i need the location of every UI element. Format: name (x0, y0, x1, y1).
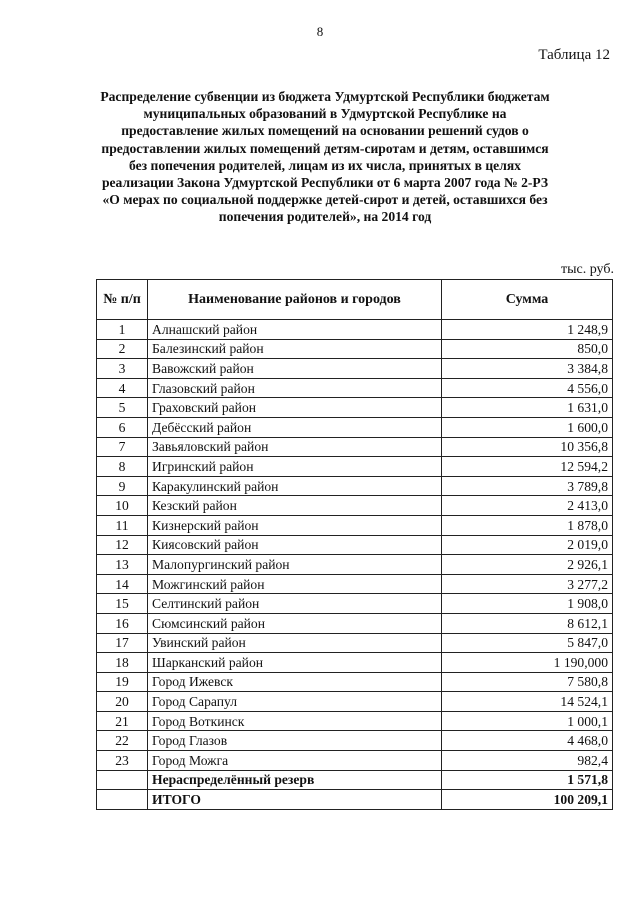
row-sum: 1 248,9 (442, 320, 613, 340)
table-row (97, 672, 613, 692)
table-row (97, 437, 613, 457)
table-row (97, 398, 613, 418)
row-sum: 3 789,8 (442, 476, 613, 496)
row-name: Увинский район (148, 633, 442, 653)
table-row (97, 535, 613, 555)
table-row (97, 457, 613, 477)
row-name: Город Ижевск (148, 672, 442, 692)
row-name: Глазовский район (148, 378, 442, 398)
row-number: 22 (97, 731, 148, 751)
table-row (97, 751, 613, 771)
row-number: 20 (97, 692, 148, 712)
row-name: Кезский район (148, 496, 442, 516)
table-row (97, 378, 613, 398)
row-name: Балезинский район (148, 339, 442, 359)
table-row (97, 711, 613, 731)
reserve-row-name: Нераспределённый резерв (148, 770, 442, 790)
row-sum: 4 556,0 (442, 378, 613, 398)
header-name: Наименование районов и городов (148, 280, 442, 320)
total-row (97, 790, 613, 810)
row-name: Завьяловский район (148, 437, 442, 457)
row-sum: 1 631,0 (442, 398, 613, 418)
table-label: Таблица 12 (538, 47, 610, 63)
reserve-row-number (97, 770, 148, 790)
row-number: 7 (97, 437, 148, 457)
row-number: 16 (97, 613, 148, 633)
subsidy-table (96, 279, 613, 810)
row-sum: 5 847,0 (442, 633, 613, 653)
table-row (97, 359, 613, 379)
row-number: 6 (97, 417, 148, 437)
row-sum: 850,0 (442, 339, 613, 359)
document-title (90, 88, 560, 226)
row-name: Сюмсинский район (148, 613, 442, 633)
row-name: Граховский район (148, 398, 442, 418)
title-line: «О мерах по социальной поддержке детей-сирот и детей, оставшихся без (102, 192, 548, 208)
row-name: Город Глазов (148, 731, 442, 751)
title-line: Распределение субвенции из бюджета Удмуртской Республики бюджетам (100, 89, 550, 104)
header-number: № п/п (97, 280, 148, 320)
row-sum: 1 908,0 (442, 594, 613, 614)
row-sum: 1 000,1 (442, 711, 613, 731)
page-number: 8 (316, 24, 324, 39)
row-sum: 4 468,0 (442, 731, 613, 751)
row-name: Город Сарапул (148, 692, 442, 712)
total-row-name: ИТОГО (148, 790, 442, 810)
row-name: Игринский район (148, 457, 442, 477)
table-row (97, 320, 613, 340)
table-row (97, 613, 613, 633)
row-sum: 8 612,1 (442, 613, 613, 633)
table-body (97, 320, 613, 810)
table-row (97, 476, 613, 496)
table-row (97, 731, 613, 751)
row-name: Каракулинский район (148, 476, 442, 496)
title-line: муниципальных образований в Удмуртской Республике на (143, 106, 507, 122)
row-sum: 982,4 (442, 751, 613, 771)
row-number: 1 (97, 320, 148, 340)
table-row (97, 417, 613, 437)
row-name: Можгинский район (148, 574, 442, 594)
table-row (97, 339, 613, 359)
row-number: 17 (97, 633, 148, 653)
row-name: Шарканский район (148, 653, 442, 673)
row-number: 10 (97, 496, 148, 516)
row-sum: 3 277,2 (442, 574, 613, 594)
row-sum: 12 594,2 (442, 457, 613, 477)
row-name: Город Воткинск (148, 711, 442, 731)
row-number: 4 (97, 378, 148, 398)
row-sum: 1 190,000 (442, 653, 613, 673)
header-sum: Сумма (442, 280, 613, 320)
row-number: 19 (97, 672, 148, 692)
table-row (97, 574, 613, 594)
table-header-row (97, 280, 613, 320)
row-name: Кизнерский район (148, 515, 442, 535)
reserve-row-sum: 1 571,8 (442, 770, 613, 790)
row-sum: 7 580,8 (442, 672, 613, 692)
row-number: 13 (97, 555, 148, 575)
title-line: предоставлении жилых помещений детям-сиротам и детям, оставшимся (101, 140, 549, 156)
row-sum: 1 600,0 (442, 417, 613, 437)
row-number: 8 (97, 457, 148, 477)
table-row (97, 633, 613, 653)
title-line: без попечения родителей, лицам из их числа, принятых в целях (129, 157, 521, 173)
title-line: предоставление жилых помещений на основании решений судов о (121, 123, 529, 139)
row-name: Дебёсский район (148, 417, 442, 437)
table-row (97, 692, 613, 712)
row-number: 5 (97, 398, 148, 418)
table-row (97, 594, 613, 614)
row-sum: 3 384,8 (442, 359, 613, 379)
table-row (97, 555, 613, 575)
table-row (97, 496, 613, 516)
reserve-row (97, 770, 613, 790)
row-sum: 14 524,1 (442, 692, 613, 712)
title-line: реализации Закона Удмуртской Республики от 6 марта 2007 года № 2-РЗ (101, 175, 549, 191)
row-number: 2 (97, 339, 148, 359)
row-sum: 2 413,0 (442, 496, 613, 516)
row-name: Селтинский район (148, 594, 442, 614)
row-number: 18 (97, 653, 148, 673)
row-name: Город Можга (148, 751, 442, 771)
row-sum: 1 878,0 (442, 515, 613, 535)
row-number: 23 (97, 751, 148, 771)
row-number: 9 (97, 476, 148, 496)
row-number: 15 (97, 594, 148, 614)
total-row-sum: 100 209,1 (442, 790, 613, 810)
row-name: Алнашский район (148, 320, 442, 340)
row-number: 12 (97, 535, 148, 555)
title-line: попечения родителей», на 2014 год (218, 209, 432, 225)
total-row-number (97, 790, 148, 810)
row-sum: 2 019,0 (442, 535, 613, 555)
table-row (97, 653, 613, 673)
row-number: 14 (97, 574, 148, 594)
row-sum: 2 926,1 (442, 555, 613, 575)
row-name: Киясовский район (148, 535, 442, 555)
row-sum: 10 356,8 (442, 437, 613, 457)
units-label: тыс. руб. (561, 262, 614, 277)
row-name: Малопургинский район (148, 555, 442, 575)
row-number: 11 (97, 515, 148, 535)
row-name: Вавожский район (148, 359, 442, 379)
row-number: 21 (97, 711, 148, 731)
table-row (97, 515, 613, 535)
row-number: 3 (97, 359, 148, 379)
